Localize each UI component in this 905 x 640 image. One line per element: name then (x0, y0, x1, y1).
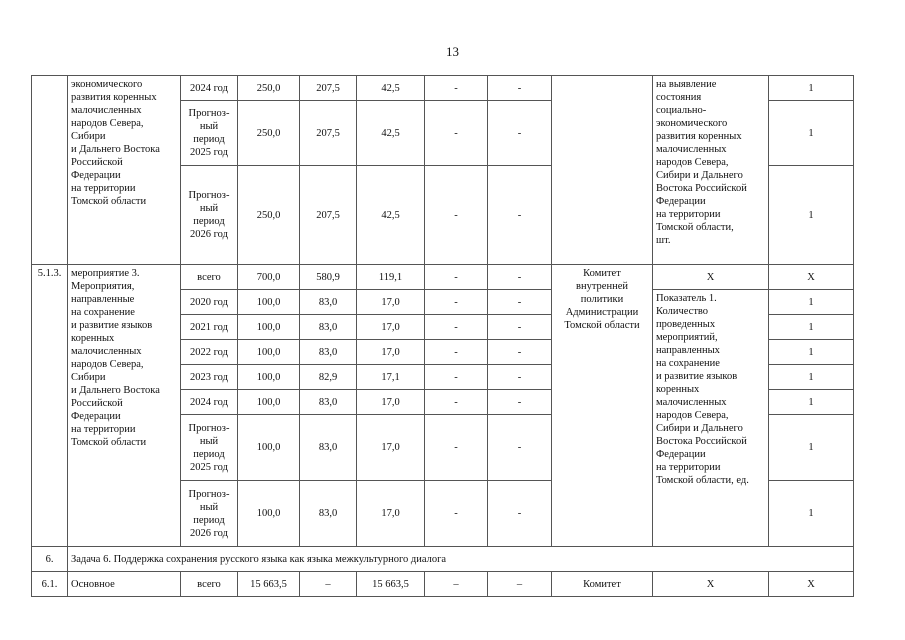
funding-cell: - (488, 265, 552, 290)
value-cell: 1 (769, 390, 854, 415)
total-cell: 100,0 (238, 390, 300, 415)
total-cell: 250,0 (238, 101, 300, 166)
total-cell: 100,0 (238, 340, 300, 365)
funding-cell: – (488, 572, 552, 597)
indicator-cell: Показатель 1. Количество проведенных мероприятий, направленных на сохранение и развитие языков коренных малочисленных народов Севера, Сибири и Дальнего Востока Российской Федерации на территории Томской области, ед. (653, 290, 769, 547)
funding-cell: - (488, 166, 552, 265)
funding-cell: 580,9 (300, 265, 357, 290)
page-number: 13 (446, 44, 459, 59)
funding-cell: 17,0 (357, 481, 425, 547)
funding-cell: - (488, 390, 552, 415)
funding-cell: 42,5 (357, 166, 425, 265)
table-row (32, 572, 854, 597)
total-cell: 100,0 (238, 315, 300, 340)
period-cell: 2023 год (181, 365, 238, 390)
funding-cell: – (300, 572, 357, 597)
total-cell: 100,0 (238, 290, 300, 315)
total-cell: 15 663,5 (238, 572, 300, 597)
period-cell: Прогноз- ный период 2025 год (181, 101, 238, 166)
period-cell: Прогноз- ный период 2026 год (181, 481, 238, 547)
funding-cell: - (425, 315, 488, 340)
period-cell: 2024 год (181, 390, 238, 415)
value-cell: 1 (769, 315, 854, 340)
program-table (31, 75, 854, 597)
total-cell: 100,0 (238, 481, 300, 547)
value-cell: 1 (769, 101, 854, 166)
funding-cell: 17,0 (357, 290, 425, 315)
value-cell: 1 (769, 166, 854, 265)
funding-cell: 42,5 (357, 76, 425, 101)
funding-cell: - (425, 101, 488, 166)
funding-cell: - (425, 166, 488, 265)
funding-cell: - (488, 415, 552, 481)
period-cell: 2021 год (181, 315, 238, 340)
total-cell: 100,0 (238, 365, 300, 390)
period-cell: всего (181, 265, 238, 290)
empty-num-cell (32, 76, 68, 265)
funding-cell: 82,9 (300, 365, 357, 390)
event-name-cell: мероприятие 3. Мероприятия, направленные на сохранение и развитие языков коренных малочисленных народов Севера, Сибири и Дальнего Востока Российской Федерации на территории Томской области (68, 265, 181, 547)
funding-cell: 207,5 (300, 101, 357, 166)
table-row (32, 547, 854, 572)
period-cell: 2024 год (181, 76, 238, 101)
funding-cell: - (425, 340, 488, 365)
value-cell: 1 (769, 76, 854, 101)
funding-cell: 83,0 (300, 415, 357, 481)
row-number-cell: 5.1.3. (32, 265, 68, 547)
funding-cell: 17,0 (357, 415, 425, 481)
funding-cell: 17,1 (357, 365, 425, 390)
executor-cell: Комитет внутренней политики Администрации Томской области (552, 265, 653, 547)
value-cell: Х (769, 265, 854, 290)
value-cell: 1 (769, 481, 854, 547)
total-cell: 700,0 (238, 265, 300, 290)
row-number-cell: 6.1. (32, 572, 68, 597)
funding-cell: 119,1 (357, 265, 425, 290)
value-cell: 1 (769, 340, 854, 365)
total-cell: 250,0 (238, 166, 300, 265)
funding-cell: - (488, 365, 552, 390)
funding-cell: - (425, 265, 488, 290)
funding-cell: - (488, 340, 552, 365)
funding-cell: 207,5 (300, 166, 357, 265)
value-cell: 1 (769, 415, 854, 481)
funding-cell: - (425, 76, 488, 101)
funding-cell: - (488, 101, 552, 166)
funding-cell: 83,0 (300, 390, 357, 415)
period-cell: 2020 год (181, 290, 238, 315)
funding-cell: 17,0 (357, 390, 425, 415)
total-cell: 250,0 (238, 76, 300, 101)
funding-cell: 15 663,5 (357, 572, 425, 597)
value-cell: 1 (769, 365, 854, 390)
funding-cell: - (488, 315, 552, 340)
funding-cell: - (488, 481, 552, 547)
funding-cell: - (488, 290, 552, 315)
task-title-cell: Задача 6. Поддержка сохранения русского языка как языка межкультурного диалога (68, 547, 854, 572)
table-row (32, 265, 854, 290)
task-number-cell: 6. (32, 547, 68, 572)
period-cell: всего (181, 572, 238, 597)
funding-cell: 42,5 (357, 101, 425, 166)
funding-cell: 17,0 (357, 340, 425, 365)
executor-cell (552, 76, 653, 265)
indicator-cell: Х (653, 572, 769, 597)
value-cell: Х (769, 572, 854, 597)
funding-cell: - (425, 390, 488, 415)
value-cell: 1 (769, 290, 854, 315)
event-name-cell: Основное (68, 572, 181, 597)
funding-cell: 17,0 (357, 315, 425, 340)
funding-cell: - (425, 481, 488, 547)
funding-cell: - (425, 415, 488, 481)
period-cell: Прогноз- ный период 2025 год (181, 415, 238, 481)
indicator-cell: Х (653, 265, 769, 290)
funding-cell: - (425, 365, 488, 390)
funding-cell: 83,0 (300, 481, 357, 547)
executor-cell: Комитет (552, 572, 653, 597)
funding-cell: – (425, 572, 488, 597)
funding-cell: 83,0 (300, 340, 357, 365)
funding-cell: 207,5 (300, 76, 357, 101)
period-cell: 2022 год (181, 340, 238, 365)
event-name-cell: экономического развития коренных малочисленных народов Севера, Сибири и Дальнего Востока Российской Федерации на территории Томской области (68, 76, 181, 265)
funding-cell: - (488, 76, 552, 101)
table-row (32, 76, 854, 101)
funding-cell: 83,0 (300, 315, 357, 340)
period-cell: Прогноз- ный период 2026 год (181, 166, 238, 265)
total-cell: 100,0 (238, 415, 300, 481)
funding-cell: 83,0 (300, 290, 357, 315)
funding-cell: - (425, 290, 488, 315)
indicator-cell: на выявление состояния социально- экономического развития коренных малочисленных народов Севера, Сибири и Дальнего Востока Российской Федерации на территории Томской области, шт. (653, 76, 769, 265)
